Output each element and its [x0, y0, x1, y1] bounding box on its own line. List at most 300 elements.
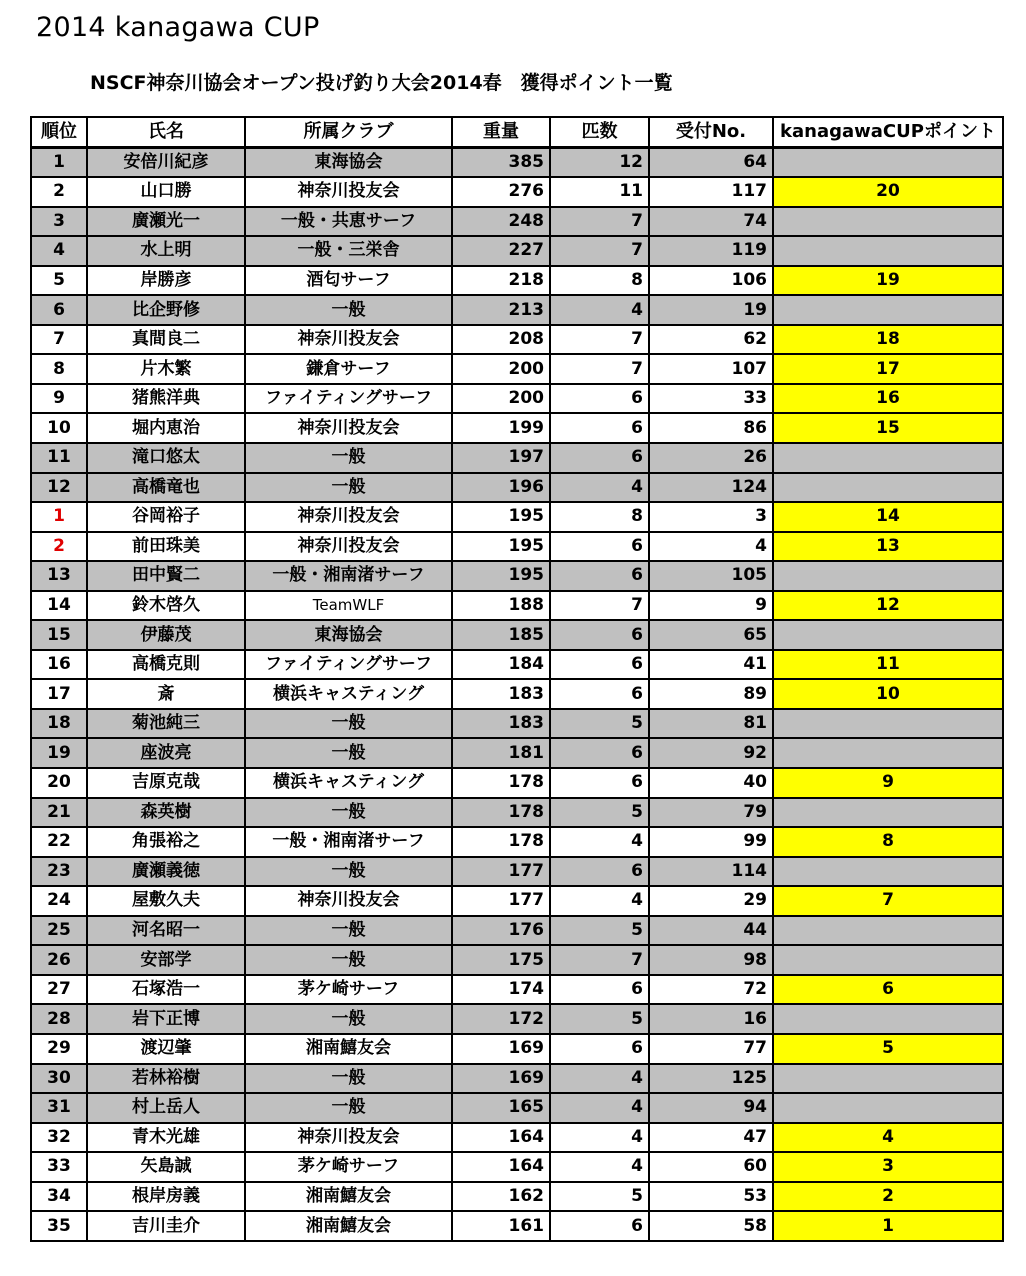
name-cell: 斎: [87, 679, 245, 709]
name-cell: 座波亮: [87, 738, 245, 768]
club-cell: 神奈川投友会: [245, 413, 452, 443]
count-cell: 11: [550, 177, 649, 207]
name-cell: 猪熊洋典: [87, 384, 245, 414]
table-row: [31, 325, 1003, 355]
reception-no-cell: 125: [649, 1064, 773, 1094]
name-cell: 比企野修: [87, 295, 245, 325]
club-cell: 一般: [245, 295, 452, 325]
club-cell: 湘南鱚友会: [245, 1211, 452, 1241]
name-cell: 片木繁: [87, 354, 245, 384]
club-cell: 一般: [245, 473, 452, 503]
table-row: [31, 236, 1003, 266]
club-cell: 神奈川投友会: [245, 177, 452, 207]
name-cell: 吉原克哉: [87, 768, 245, 798]
points-cell: [773, 798, 1003, 828]
count-cell: 4: [550, 1152, 649, 1182]
count-cell: 7: [550, 325, 649, 355]
table-row: [31, 295, 1003, 325]
count-cell: 6: [550, 413, 649, 443]
club-cell: 神奈川投友会: [245, 886, 452, 916]
reception-no-cell: 92: [649, 738, 773, 768]
club-cell: 一般: [245, 738, 452, 768]
count-cell: 6: [550, 679, 649, 709]
count-cell: 6: [550, 443, 649, 473]
reception-no-cell: 33: [649, 384, 773, 414]
points-cell: [773, 738, 1003, 768]
name-cell: 村上岳人: [87, 1093, 245, 1123]
points-cell: 13: [773, 532, 1003, 562]
weight-cell: 165: [452, 1093, 550, 1123]
club-cell: 茅ケ崎サーフ: [245, 975, 452, 1005]
name-cell: 安部学: [87, 945, 245, 975]
points-cell: [773, 945, 1003, 975]
weight-cell: 276: [452, 177, 550, 207]
rank-cell: 4: [31, 236, 87, 266]
name-cell: 若林裕樹: [87, 1064, 245, 1094]
club-cell: 一般: [245, 443, 452, 473]
count-cell: 6: [550, 384, 649, 414]
rank-cell: 2: [31, 177, 87, 207]
rank-cell: 12: [31, 473, 87, 503]
rank-cell: 22: [31, 827, 87, 857]
count-cell: 5: [550, 1004, 649, 1034]
club-cell: 一般: [245, 1004, 452, 1034]
count-cell: 6: [550, 1034, 649, 1064]
name-cell: 高橋克則: [87, 650, 245, 680]
name-cell: 廣瀬義徳: [87, 857, 245, 887]
reception-no-cell: 72: [649, 975, 773, 1005]
count-cell: 12: [550, 147, 649, 177]
points-cell: [773, 473, 1003, 503]
reception-no-cell: 81: [649, 709, 773, 739]
points-cell: [773, 147, 1003, 177]
weight-cell: 169: [452, 1034, 550, 1064]
rank-cell: 2: [31, 532, 87, 562]
rank-cell: 5: [31, 266, 87, 296]
rank-cell: 13: [31, 561, 87, 591]
name-cell: 高橋竜也: [87, 473, 245, 503]
points-cell: [773, 207, 1003, 237]
weight-cell: 164: [452, 1152, 550, 1182]
count-cell: 7: [550, 207, 649, 237]
weight-cell: 197: [452, 443, 550, 473]
table-row: [31, 561, 1003, 591]
weight-cell: 199: [452, 413, 550, 443]
table-header: [31, 117, 1003, 147]
count-cell: 7: [550, 945, 649, 975]
table-row: [31, 975, 1003, 1005]
name-cell: 吉川圭介: [87, 1211, 245, 1241]
table-row: [31, 738, 1003, 768]
reception-no-cell: 62: [649, 325, 773, 355]
club-cell: 神奈川投友会: [245, 1123, 452, 1153]
table-row: [31, 1182, 1003, 1212]
points-cell: [773, 1093, 1003, 1123]
name-cell: 山口勝: [87, 177, 245, 207]
club-cell: 一般: [245, 1093, 452, 1123]
rank-cell: 27: [31, 975, 87, 1005]
reception-no-cell: 107: [649, 354, 773, 384]
points-cell: 16: [773, 384, 1003, 414]
count-cell: 7: [550, 591, 649, 621]
name-cell: 真間良二: [87, 325, 245, 355]
reception-no-cell: 114: [649, 857, 773, 887]
count-cell: 6: [550, 650, 649, 680]
table-row: [31, 857, 1003, 887]
rank-cell: 34: [31, 1182, 87, 1212]
weight-cell: 218: [452, 266, 550, 296]
club-cell: 一般・湘南渚サーフ: [245, 561, 452, 591]
weight-cell: 177: [452, 886, 550, 916]
rank-cell: 14: [31, 591, 87, 621]
weight-cell: 175: [452, 945, 550, 975]
reception-no-cell: 117: [649, 177, 773, 207]
name-cell: 廣瀬光一: [87, 207, 245, 237]
weight-cell: 196: [452, 473, 550, 503]
weight-cell: 162: [452, 1182, 550, 1212]
rank-cell: 7: [31, 325, 87, 355]
points-cell: [773, 295, 1003, 325]
club-cell: 神奈川投友会: [245, 532, 452, 562]
count-cell: 6: [550, 620, 649, 650]
table-row: [31, 473, 1003, 503]
reception-no-cell: 19: [649, 295, 773, 325]
points-cell: [773, 620, 1003, 650]
club-cell: 一般・三栄舎: [245, 236, 452, 266]
name-cell: 鈴木啓久: [87, 591, 245, 621]
reception-no-cell: 60: [649, 1152, 773, 1182]
name-cell: 菊池純三: [87, 709, 245, 739]
name-cell: 屋敷久夫: [87, 886, 245, 916]
club-cell: 東海協会: [245, 620, 452, 650]
reception-no-cell: 74: [649, 207, 773, 237]
club-cell: 鎌倉サーフ: [245, 354, 452, 384]
table-row: [31, 650, 1003, 680]
points-cell: 15: [773, 413, 1003, 443]
points-cell: 2: [773, 1182, 1003, 1212]
count-cell: 4: [550, 295, 649, 325]
name-cell: 河名昭一: [87, 916, 245, 946]
weight-cell: 178: [452, 827, 550, 857]
name-cell: 滝口悠太: [87, 443, 245, 473]
table-row: [31, 620, 1003, 650]
name-cell: 渡辺肇: [87, 1034, 245, 1064]
points-cell: 18: [773, 325, 1003, 355]
name-cell: 青木光雄: [87, 1123, 245, 1153]
rank-cell: 25: [31, 916, 87, 946]
rank-cell: 9: [31, 384, 87, 414]
weight-cell: 195: [452, 502, 550, 532]
count-cell: 4: [550, 1123, 649, 1153]
weight-cell: 200: [452, 354, 550, 384]
weight-cell: 174: [452, 975, 550, 1005]
reception-no-cell: 98: [649, 945, 773, 975]
table-row: [31, 709, 1003, 739]
reception-no-cell: 79: [649, 798, 773, 828]
col-header-rank: 順位: [31, 117, 87, 147]
table-row: [31, 177, 1003, 207]
rank-cell: 29: [31, 1034, 87, 1064]
points-cell: 14: [773, 502, 1003, 532]
name-cell: 伊藤茂: [87, 620, 245, 650]
name-cell: 石塚浩一: [87, 975, 245, 1005]
weight-cell: 200: [452, 384, 550, 414]
points-cell: 1: [773, 1211, 1003, 1241]
count-cell: 4: [550, 886, 649, 916]
table-row: [31, 1152, 1003, 1182]
points-cell: [773, 916, 1003, 946]
weight-cell: 172: [452, 1004, 550, 1034]
table-row: [31, 384, 1003, 414]
club-cell: 一般: [245, 709, 452, 739]
club-cell: 一般: [245, 857, 452, 887]
rank-cell: 10: [31, 413, 87, 443]
table-row: [31, 443, 1003, 473]
count-cell: 4: [550, 473, 649, 503]
count-cell: 5: [550, 1182, 649, 1212]
weight-cell: 169: [452, 1064, 550, 1094]
reception-no-cell: 99: [649, 827, 773, 857]
table-row: [31, 266, 1003, 296]
weight-cell: 195: [452, 561, 550, 591]
col-header-name: 氏名: [87, 117, 245, 147]
club-cell: ファイティングサーフ: [245, 384, 452, 414]
points-cell: 8: [773, 827, 1003, 857]
club-cell: 神奈川投友会: [245, 325, 452, 355]
table-row: [31, 1004, 1003, 1034]
table-row: [31, 827, 1003, 857]
rank-cell: 35: [31, 1211, 87, 1241]
rank-cell: 32: [31, 1123, 87, 1153]
name-cell: 矢島誠: [87, 1152, 245, 1182]
table-body: [31, 147, 1003, 1241]
reception-no-cell: 9: [649, 591, 773, 621]
table-row: [31, 1064, 1003, 1094]
rank-cell: 30: [31, 1064, 87, 1094]
table-row: [31, 591, 1003, 621]
weight-cell: 183: [452, 709, 550, 739]
weight-cell: 183: [452, 679, 550, 709]
reception-no-cell: 40: [649, 768, 773, 798]
rank-cell: 15: [31, 620, 87, 650]
reception-no-cell: 53: [649, 1182, 773, 1212]
rank-cell: 19: [31, 738, 87, 768]
table-row: [31, 916, 1003, 946]
name-cell: 堀内恵治: [87, 413, 245, 443]
table-row: [31, 1123, 1003, 1153]
count-cell: 5: [550, 916, 649, 946]
club-cell: 酒匂サーフ: [245, 266, 452, 296]
rank-cell: 28: [31, 1004, 87, 1034]
table-row: [31, 798, 1003, 828]
rank-cell: 1: [31, 502, 87, 532]
weight-cell: 185: [452, 620, 550, 650]
points-cell: 12: [773, 591, 1003, 621]
points-cell: [773, 1004, 1003, 1034]
club-cell: 一般・湘南渚サーフ: [245, 827, 452, 857]
count-cell: 8: [550, 266, 649, 296]
weight-cell: 161: [452, 1211, 550, 1241]
reception-no-cell: 94: [649, 1093, 773, 1123]
club-cell: 湘南鱚友会: [245, 1182, 452, 1212]
reception-no-cell: 105: [649, 561, 773, 591]
table-row: [31, 147, 1003, 177]
count-cell: 6: [550, 768, 649, 798]
count-cell: 6: [550, 975, 649, 1005]
table-row: [31, 207, 1003, 237]
rank-cell: 20: [31, 768, 87, 798]
count-cell: 5: [550, 798, 649, 828]
count-cell: 4: [550, 1093, 649, 1123]
points-cell: [773, 857, 1003, 887]
weight-cell: 188: [452, 591, 550, 621]
count-cell: 6: [550, 857, 649, 887]
count-cell: 7: [550, 354, 649, 384]
rank-cell: 26: [31, 945, 87, 975]
reception-no-cell: 58: [649, 1211, 773, 1241]
club-cell: 一般: [245, 945, 452, 975]
rank-cell: 24: [31, 886, 87, 916]
page-title: 2014 kanagawa CUP: [36, 12, 320, 43]
reception-no-cell: 4: [649, 532, 773, 562]
reception-no-cell: 119: [649, 236, 773, 266]
name-cell: 岩下正博: [87, 1004, 245, 1034]
col-header-reception-no: 受付No.: [649, 117, 773, 147]
col-header-points: kanagawaCUPポイント: [773, 117, 1003, 147]
weight-cell: 227: [452, 236, 550, 266]
weight-cell: 248: [452, 207, 550, 237]
table-row: [31, 413, 1003, 443]
table-row: [31, 768, 1003, 798]
points-cell: 10: [773, 679, 1003, 709]
name-cell: 水上明: [87, 236, 245, 266]
weight-cell: 164: [452, 1123, 550, 1153]
points-cell: 7: [773, 886, 1003, 916]
points-cell: 19: [773, 266, 1003, 296]
table-row: [31, 1034, 1003, 1064]
count-cell: 6: [550, 561, 649, 591]
col-header-count: 匹数: [550, 117, 649, 147]
points-cell: 4: [773, 1123, 1003, 1153]
points-cell: 11: [773, 650, 1003, 680]
count-cell: 6: [550, 1211, 649, 1241]
weight-cell: 177: [452, 857, 550, 887]
club-cell: ファイティングサーフ: [245, 650, 452, 680]
count-cell: 7: [550, 236, 649, 266]
rank-cell: 6: [31, 295, 87, 325]
weight-cell: 184: [452, 650, 550, 680]
weight-cell: 178: [452, 768, 550, 798]
reception-no-cell: 77: [649, 1034, 773, 1064]
reception-no-cell: 106: [649, 266, 773, 296]
club-cell: TeamWLF: [245, 591, 452, 621]
name-cell: 谷岡裕子: [87, 502, 245, 532]
club-cell: 一般: [245, 1064, 452, 1094]
table-row: [31, 1211, 1003, 1241]
reception-no-cell: 124: [649, 473, 773, 503]
reception-no-cell: 16: [649, 1004, 773, 1034]
reception-no-cell: 26: [649, 443, 773, 473]
weight-cell: 176: [452, 916, 550, 946]
rank-cell: 33: [31, 1152, 87, 1182]
name-cell: 岸勝彦: [87, 266, 245, 296]
club-cell: 一般・共恵サーフ: [245, 207, 452, 237]
points-cell: 5: [773, 1034, 1003, 1064]
name-cell: 田中賢二: [87, 561, 245, 591]
club-cell: 神奈川投友会: [245, 502, 452, 532]
count-cell: 4: [550, 827, 649, 857]
table-row: [31, 945, 1003, 975]
weight-cell: 213: [452, 295, 550, 325]
count-cell: 6: [550, 738, 649, 768]
col-header-club: 所属クラブ: [245, 117, 452, 147]
name-cell: 前田珠美: [87, 532, 245, 562]
weight-cell: 181: [452, 738, 550, 768]
reception-no-cell: 29: [649, 886, 773, 916]
points-cell: 20: [773, 177, 1003, 207]
page-subtitle: NSCF神奈川協会オープン投げ釣り大会2014春 獲得ポイント一覧: [90, 72, 673, 94]
points-cell: [773, 561, 1003, 591]
reception-no-cell: 86: [649, 413, 773, 443]
rank-cell: 1: [31, 147, 87, 177]
rank-cell: 31: [31, 1093, 87, 1123]
count-cell: 5: [550, 709, 649, 739]
weight-cell: 208: [452, 325, 550, 355]
club-cell: 湘南鱚友会: [245, 1034, 452, 1064]
table-row: [31, 354, 1003, 384]
club-cell: 東海協会: [245, 147, 452, 177]
points-cell: [773, 443, 1003, 473]
name-cell: 安倍川紀彦: [87, 147, 245, 177]
rank-cell: 21: [31, 798, 87, 828]
club-cell: 横浜キャスティング: [245, 679, 452, 709]
rank-cell: 8: [31, 354, 87, 384]
weight-cell: 385: [452, 147, 550, 177]
points-cell: 9: [773, 768, 1003, 798]
table-row: [31, 502, 1003, 532]
points-cell: 6: [773, 975, 1003, 1005]
header-row: [31, 117, 1003, 147]
rank-cell: 11: [31, 443, 87, 473]
reception-no-cell: 89: [649, 679, 773, 709]
weight-cell: 178: [452, 798, 550, 828]
club-cell: 一般: [245, 798, 452, 828]
points-cell: [773, 236, 1003, 266]
count-cell: 6: [550, 532, 649, 562]
table-row: [31, 886, 1003, 916]
points-cell: 3: [773, 1152, 1003, 1182]
rank-cell: 17: [31, 679, 87, 709]
club-cell: 一般: [245, 916, 452, 946]
name-cell: 根岸房義: [87, 1182, 245, 1212]
club-cell: 横浜キャスティング: [245, 768, 452, 798]
reception-no-cell: 47: [649, 1123, 773, 1153]
reception-no-cell: 3: [649, 502, 773, 532]
points-cell: 17: [773, 354, 1003, 384]
reception-no-cell: 41: [649, 650, 773, 680]
rank-cell: 3: [31, 207, 87, 237]
col-header-weight: 重量: [452, 117, 550, 147]
count-cell: 4: [550, 1064, 649, 1094]
rank-cell: 23: [31, 857, 87, 887]
rank-cell: 16: [31, 650, 87, 680]
reception-no-cell: 44: [649, 916, 773, 946]
table-row: [31, 679, 1003, 709]
name-cell: 森英樹: [87, 798, 245, 828]
points-cell: [773, 1064, 1003, 1094]
rank-cell: 18: [31, 709, 87, 739]
count-cell: 8: [550, 502, 649, 532]
